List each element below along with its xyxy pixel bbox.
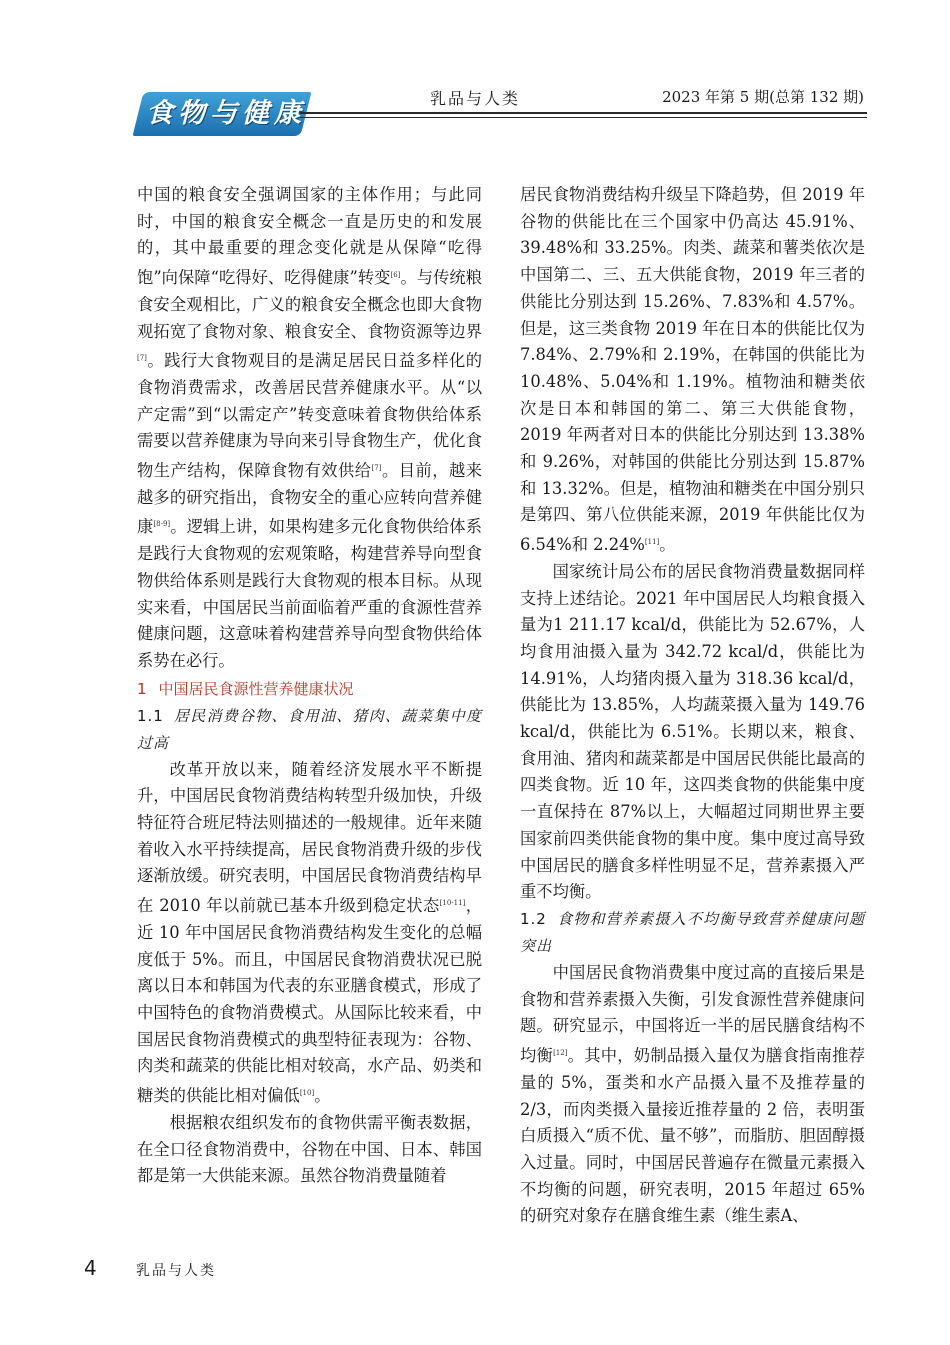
brand-logo-text: 食物与健康 [146,98,306,129]
footer-journal-title: 乳品与人类 [136,1263,216,1279]
citation: [12] [553,1049,568,1058]
citation: [10-11] [439,899,466,908]
citation: [10] [299,1089,315,1098]
paragraph: 中国居民食物消费集中度过高的直接后果是食物和营养素摄入失衡，引发食源性营养健康问题。研究显示，中国将近一半的居民膳食结构不均衡[12]。其中，奶制品摄入量仅为膳食指南推荐量的 5%，蛋类和水产品摄入量不及推荐量的 2/3，而肉类摄入量接近推荐量的 2 倍，表明蛋白质摄入“质不优、量不够”，而脂肪、胆固醇摄入过量。同时，中国居民普遍存在微量元素摄入不均衡的问题，研究表明，2015 年超过 65%的研究对象存在膳食维生素（维生素A、 [520,962,865,1226]
page-number: 4 [84,1256,97,1280]
header-rule [300,112,867,114]
left-column [137,182,482,1190]
right-column [520,182,865,1230]
citation: [7] [371,464,382,473]
paragraph: 居民食物消费结构升级呈下降趋势，但 2019 年谷物的供能比在三个国家中仍高达 45.91%、39.48%和 33.25%。肉类、蔬菜和薯类依次是中国第二、三、五大供能食物，2019 年三者的供能比分别达到 15.26%、7.83%和 4.57%。但是，这三类食物 2019 年在日本的供能比仅为 7.84%、2.79%和 2.19%，在韩国的供能比为 10.48%、5.04%和 1.19%。植物油和糖类依次是日本和韩国的第二、第三大供能食物，2019 年两者对日本的供能比分别达到 13.38%和 9.26%，对韩国的供能比分别达到 15.87%和 13.32%。但是，植物油和糖类在中国分别只是第四、第八位供能来源，2019 年供能比仅为 6.54%和 2.24%[11]。 [520,185,865,555]
paragraph: 中国的粮食安全强调国家的主体作用；与此同时，中国的粮食安全概念一直是历史的和发展的，其中最重要的理念变化就是从保障“吃得饱”向保障“吃得好、吃得健康”转变[6]。与传统粮食安全观相比，广义的粮食安全概念也即大食物观拓宽了食物对象、粮食安全、食物资源等边界[7]。践行大食物观目的是满足居民日益多样化的食物消费需求，改善居民营养健康水平。从“以产定需”到“以需定产”转变意味着食物供给体系需要以营养健康为导向来引导食物生产，优化食物生产结构，保障食物有效供给[7]。目前，越来越多的研究指出，食物安全的重心应转向营养健康[8-9]。逻辑上讲，如果构建多元化食物供给体系是践行大食物观的宏观策略，构建营养导向型食物供给体系则是践行大食物观的根本目标。从现实来看，中国居民当前面临着严重的食源性营养健康问题，这意味着构建营养导向型食物供给体系势在必行。 [137,185,482,670]
header-rule-thin [300,117,867,118]
issue-info: 2023 年第 5 期(总第 132 期) [662,88,864,106]
section-heading: 1 中国居民食源性营养健康状况 [137,679,354,698]
paragraph: 国家统计局公布的居民食物消费量数据同样支持上述结论。2021 年中国居民人均粮食摄入量为1 211.17 kcal/d，供能比为 52.67%，人均食用油摄入量为 342.72 kcal/d，供能比为 14.91%，人均猪肉摄入量为 318.36 kcal/d，供能比为 13.85%，人均蔬菜摄入量为 149.76 kcal/d，供能比为 6.51%。长期以来，粮食、食用油、猪肉和蔬菜都是中国居民供能比最高的四类食物。近 10 年，这四类食物的供能集中度一直保持在 87%以上，大幅超过同期世界主要国家前四类供能食物的集中度。集中度过高导致中国居民的膳食多样性明显不足，营养素摄入严重不均衡。 [520,561,865,902]
page-header [0,0,950,150]
journal-title: 乳品与人类 [430,89,521,108]
paragraph: 根据粮农组织发布的食物供需平衡表数据，在全口径食物消费中，谷物在中国、日本、韩国都是第一大供能来源。虽然谷物消费量随着 [137,1112,482,1186]
subsection-heading: 1.2 食物和营养素摄入不均衡导致营养健康问题突出 [520,909,865,955]
subsection-heading: 1.1 居民消费谷物、食用油、猪肉、蔬菜集中度过高 [137,706,482,752]
paragraph: 改革开放以来，随着经济发展水平不断提升，中国居民食物消费结构转型升级加快，升级特征符合班尼特法则描述的一般规律。近年来随着收入水平持续提高，居民食物消费升级的步伐逐渐放缓。研究表明，中国居民食物消费结构早在 2010 年以前就已基本升级到稳定状态[10-11]，近 10 年中国居民食物消费结构发生变化的总幅度低于 5%。而且，中国居民食物消费状况已脱离以日本和韩国为代表的东亚膳食模式，形成了中国特色的食物消费模式。从国际比较来看，中国居民食物消费模式的典型特征表现为：谷物、肉类和蔬菜的供能比相对较高，水产品、奶类和糖类的供能比相对偏低[10]。 [137,759,482,1106]
citation: [6] [390,271,401,280]
citation: [7] [137,354,147,363]
citation: [11] [644,538,660,547]
citation: [8-9] [153,520,171,529]
